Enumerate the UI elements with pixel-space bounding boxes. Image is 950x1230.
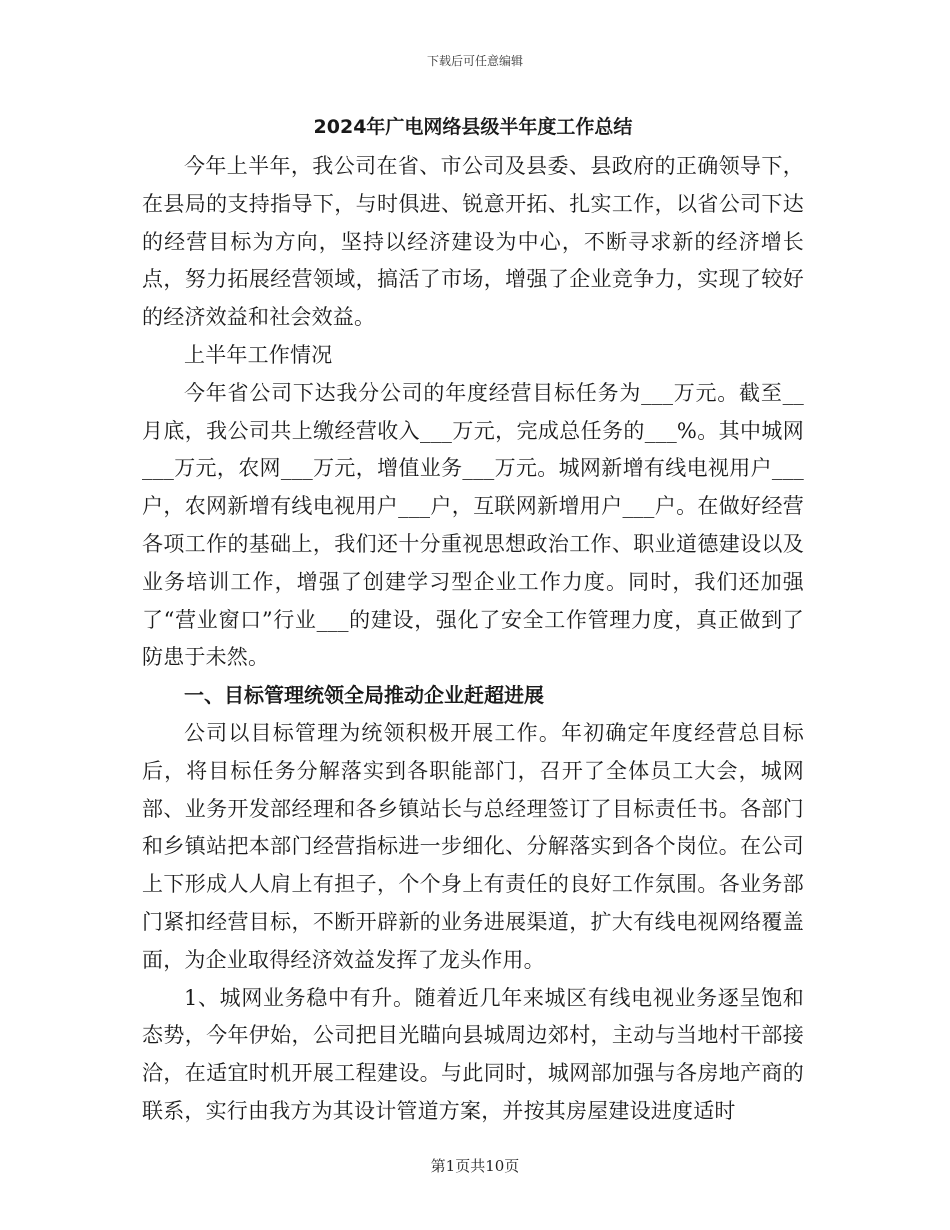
paragraph-intro: 今年上半年，我公司在省、市公司及县委、县政府的正确领导下，在县局的支持指导下，与时俱进、锐意开拓、扎实工作，以省公司下达的经营目标为方向，坚持以经济建设为中心，不断寻求新的经济增长点，努力拓展经营领域，搞活了市场，增强了企业竞争力，实现了较好的经济效益和社会效益。 <box>142 154 804 330</box>
paragraph-target-management: 公司以目标管理为统领积极开展工作。年初确定年度经营总目标后，将目标任务分解落实到各职能部门，召开了全体员工大会，城网部、业务开发部经理和各乡镇站长与总经理签订了目标责任书。各部门和乡镇站把本部门经营指标进一步细化、分解落实到各个岗位。在公司上下形成人人肩上有担子，个个身上有责任的良好工作氛围。各业务部门紧扣经营目标，不断开辟新的业务进展渠道，扩大有线电视网络覆盖面，为企业取得经济效益发挥了龙头作用。 <box>142 720 804 972</box>
page-header-note: 下载后可任意编辑 <box>426 54 523 68</box>
paragraph-section-label: 上半年工作情况 <box>184 342 333 367</box>
document-body <box>142 112 804 1131</box>
page-number: 第1页共10页 <box>430 1157 520 1175</box>
paragraph-city-network: 1、城网业务稳中有升。随着近几年来城区有线电视业务逐呈饱和态势，今年伊始，公司把目光瞄向县城周边郊村，主动与当地村干部接洽，在适宜时机开展工程建设。与此同时，城网部加强与各房地产商的联系，实行由我方为其设计管道方案，并按其房屋建设进度适时 <box>142 985 804 1123</box>
paragraph-targets: 今年省公司下达我分公司的年度经营目标任务为___万元。截至__月底，我公司共上缴经营收入___万元，完成总任务的___%。其中城网___万元，农网___万元，增值业务___万元。城网新增有线电视用户___户，农网新增有线电视用户___户，互联网新增用户___户。在做好经营各项工作的基础上，我们还十分重视思想政治工作、职业道德建设以及业务培训工作，增强了创建学习型企业工作力度。同时，我们还加强了“营业窗口”行业___的建设，强化了安全工作管理力度，真正做到了防患于未然。 <box>142 380 804 670</box>
section-heading-1: 一、目标管理统领全局推动企业赶超进展 <box>184 683 544 708</box>
document-title: 2024年广电网络县级半年度工作总结 <box>313 116 633 138</box>
